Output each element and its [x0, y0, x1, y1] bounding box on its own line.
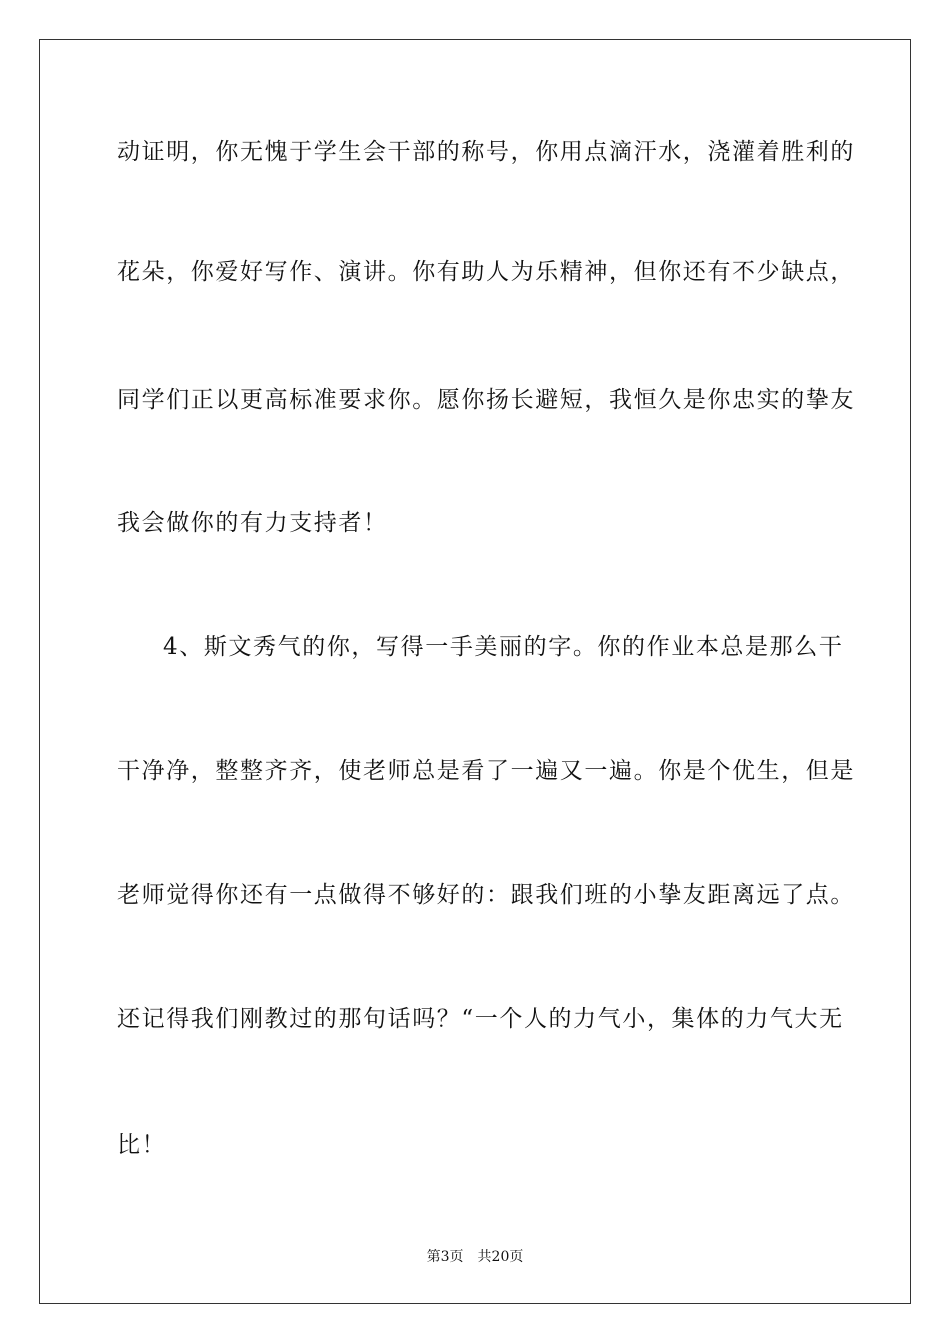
page-footer [0, 1248, 950, 1266]
text-line-2: 花朵，你爱好写作、演讲。你有助人为乐精神，但你还有不少缺点， [117, 259, 855, 285]
text-line-8: 还记得我们刚教过的那句话吗？“一个人的力气小，集体的力气大无 [117, 1006, 844, 1032]
text-line-4: 我会做你的有力支持者！ [117, 510, 388, 536]
text-line-1: 动证明，你无愧于学生会干部的称号，你用点滴汗水，浇灌着胜利的 [117, 139, 855, 165]
page-border [39, 39, 911, 1304]
page-number: 第3页 [426, 1249, 464, 1265]
text-line-6: 干净净，整整齐齐，使老师总是看了一遍又一遍。你是个优生，但是 [117, 758, 855, 784]
text-line-5: 4、斯文秀气的你，写得一手美丽的字。你的作业本总是那么干 [163, 634, 844, 660]
text-line-9: 比！ [117, 1132, 167, 1158]
text-line-3: 同学们正以更高标准要求你。愿你扬长避短，我恒久是你忠实的挚友 [117, 387, 855, 413]
text-line-7: 老师觉得你还有一点做得不够好的：跟我们班的小挚友距离远了点。 [117, 882, 855, 908]
page-total: 共20页 [477, 1249, 524, 1265]
